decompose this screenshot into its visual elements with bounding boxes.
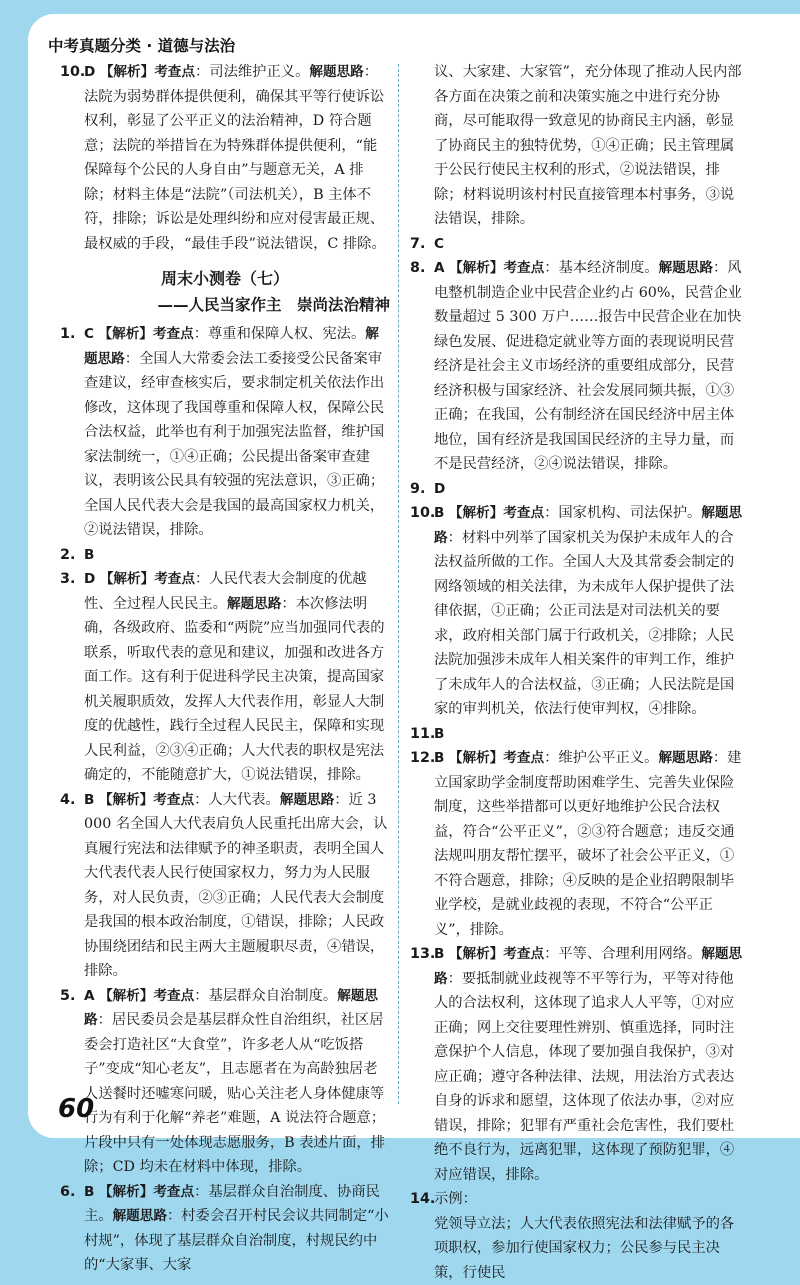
column-divider <box>398 64 399 1104</box>
left-column <box>60 60 390 1278</box>
answer-item: 2. B <box>60 543 390 568</box>
answer-continuation: 议、大家建、大家管”，充分体现了推动人民内部各方面在决策之前和决策实施之中进行充分协商，尽可能取得一致意见的协商民主内涵，彰显了协商民主的独特优势，①④正确；民主管理属于公民行使民主权利的形式，②说法错误，排除；材料说明该村村民直接管理本村事务，③说法错误，排除。 <box>410 60 746 232</box>
right-column <box>410 60 746 1285</box>
answer-item: 10.D 【解析】考查点：司法维护正义。解题思路：法院为弱势群体提供便利，确保其平等行使诉讼权利，彰显了公平正义的法治精神，D 符合题意；法院的举措旨在为特殊群体提供便利，“能保障每个公民的人身自由”与题意无关，A 排除；材料主体是“法院”（司法机关），B 主体不符，排除；诉讼是处理纠纷和应对侵害最正规、最权威的手段，“最佳手段”说法错误，C 排除。 <box>60 60 390 256</box>
answer-item: 4. B 【解析】考查点：人大代表。解题思路：近 3 000 名全国人大代表肩负人民重托出席大会，认真履行宪法和法律赋予的神圣职责，表明全国人大代表代表人民行使国家权力，努力为人民服务，对人民负责，②③正确；人民代表大会制度是我国的根本政治制度，①错误，排除；人民政协围绕团结和民主两大主题履职尽责，④错误，排除。 <box>60 788 390 984</box>
answer-item: 12.B 【解析】考查点：维护公平正义。解题思路：建立国家助学金制度帮助困难学生、完善失业保险制度，这些举措都可以更好地维护公民合法权益，符合“公平正义”，②③符合题意；违反交通法规叫朋友帮忙摆平，破坏了社会公平正义，①不符合题意，排除；④反映的是企业招聘限制毕业学校，是就业歧视的表现，不符合“公平正义”，排除。 <box>410 746 746 942</box>
answer-continuation: 党领导立法；人大代表依照宪法和法律赋予的各项职权，参加行使国家权力；公民参与民主决策，行使民 <box>410 1212 746 1285</box>
page-header: 中考真题分类 · 道德与法治 <box>48 34 235 56</box>
answer-item: 5. A 【解析】考查点：基层群众自治制度。解题思路：居民委员会是基层群众性自治组织，社区居委会打造社区“大食堂”，许多老人从“吃饭搭子”变成“知心老友”，且志愿者在为高龄独居老人送餐时还嘘寒问暖，贴心关注老人身体健康等行为有利于化解“养老”难题，A 说法符合题意；片段中只有一处体现志愿服务，B 表述片面，排除；CD 均未在材料中体现，排除。 <box>60 984 390 1180</box>
answer-item: 14.示例： <box>410 1187 746 1212</box>
answer-item: 10.B 【解析】考查点：国家机构、司法保护。解题思路：材料中列举了国家机关为保护未成年人的合法权益所做的工作。全国人大及其常委会制定的网络领域的相关法律，为未成年人保护提供了法律依据，①正确；公正司法是对司法机关的要求，政府相关部门属于行政机关，②排除；人民法院加强涉未成年人相关案件的审判工作，维护了未成年人的合法权益，③正确；人民法院是国家的审判机关，依法行使审判权，④排除。 <box>410 501 746 722</box>
answer-item: 6. B 【解析】考查点：基层群众自治制度、协商民主。解题思路：村委会召开村民会议共同制定“小村规”，体现了基层群众自治制度，村规民约中的“大家事、大家 <box>60 1180 390 1278</box>
answer-item: 1. C 【解析】考查点：尊重和保障人权、宪法。解题思路：全国人大常委会法工委接受公民备案审查建议，经审查核实后，要求制定机关依法作出修改，这体现了我国尊重和保障人权，保障公民合法权益，此举也有利于加强宪法监督，维护国家法制统一，①④正确；公民提出备案审查建议，表明该公民具有较强的宪法意识，③正确；全国人民代表大会是我国的最高国家权力机关，②说法错误，排除。 <box>60 322 390 543</box>
section-subtitle: ——人民当家作主 崇尚法治精神 <box>60 292 390 318</box>
answer-item: 9. D <box>410 477 746 502</box>
section-title: 周末小测卷（七） <box>60 266 390 292</box>
answer-item: 8. A 【解析】考查点：基本经济制度。解题思路：风电整机制造企业中民营企业约占 60%，民营企业数量超过 5 300 万户……报告中民营企业在加快绿色发展、促进稳定就业等方面的表现说明民营经济是社会主义市场经济的重要组成部分，民营经济积极与国家经济、社会发展同频共振，①③正确；在我国，公有制经济在国民经济中居主体地位，国有经济是我国国民经济的主导力量，而不是民营经济，②④说法错误，排除。 <box>410 256 746 477</box>
answer-item: 3. D 【解析】考查点：人民代表大会制度的优越性、全过程人民民主。解题思路：本次修法明确，各级政府、监委和“两院”应当加强同代表的联系，听取代表的意见和建议，加强和改进各方面工作。这有利于促进科学民主决策，提高国家机关履职质效，发挥人大代表作用，彰显人大制度的优越性，践行全过程人民民主，保障和实现人民利益，②③④正确；人大代表的职权是宪法确定的，不能随意扩大，①说法错误，排除。 <box>60 567 390 788</box>
answer-item: 7. C <box>410 232 746 257</box>
answer-item: 11.B <box>410 722 746 747</box>
page-number: 60 <box>58 1094 94 1124</box>
answer-item: 13.B 【解析】考查点：平等、合理利用网络。解题思路：要抵制就业歧视等不平等行为，平等对待他人的合法权利，这体现了追求人人平等，①对应正确；网上交往要理性辨别、慎重选择，同时注意保护个人信息，体现了要加强自我保护，③对应正确；遵守各种法律、法规，用法治方式表达自身的诉求和愿望，这体现了依法办事，②对应错误，排除；犯罪有严重社会危害性，我们要杜绝不良行为，远离犯罪，这体现了预防犯罪，④对应错误，排除。 <box>410 942 746 1187</box>
